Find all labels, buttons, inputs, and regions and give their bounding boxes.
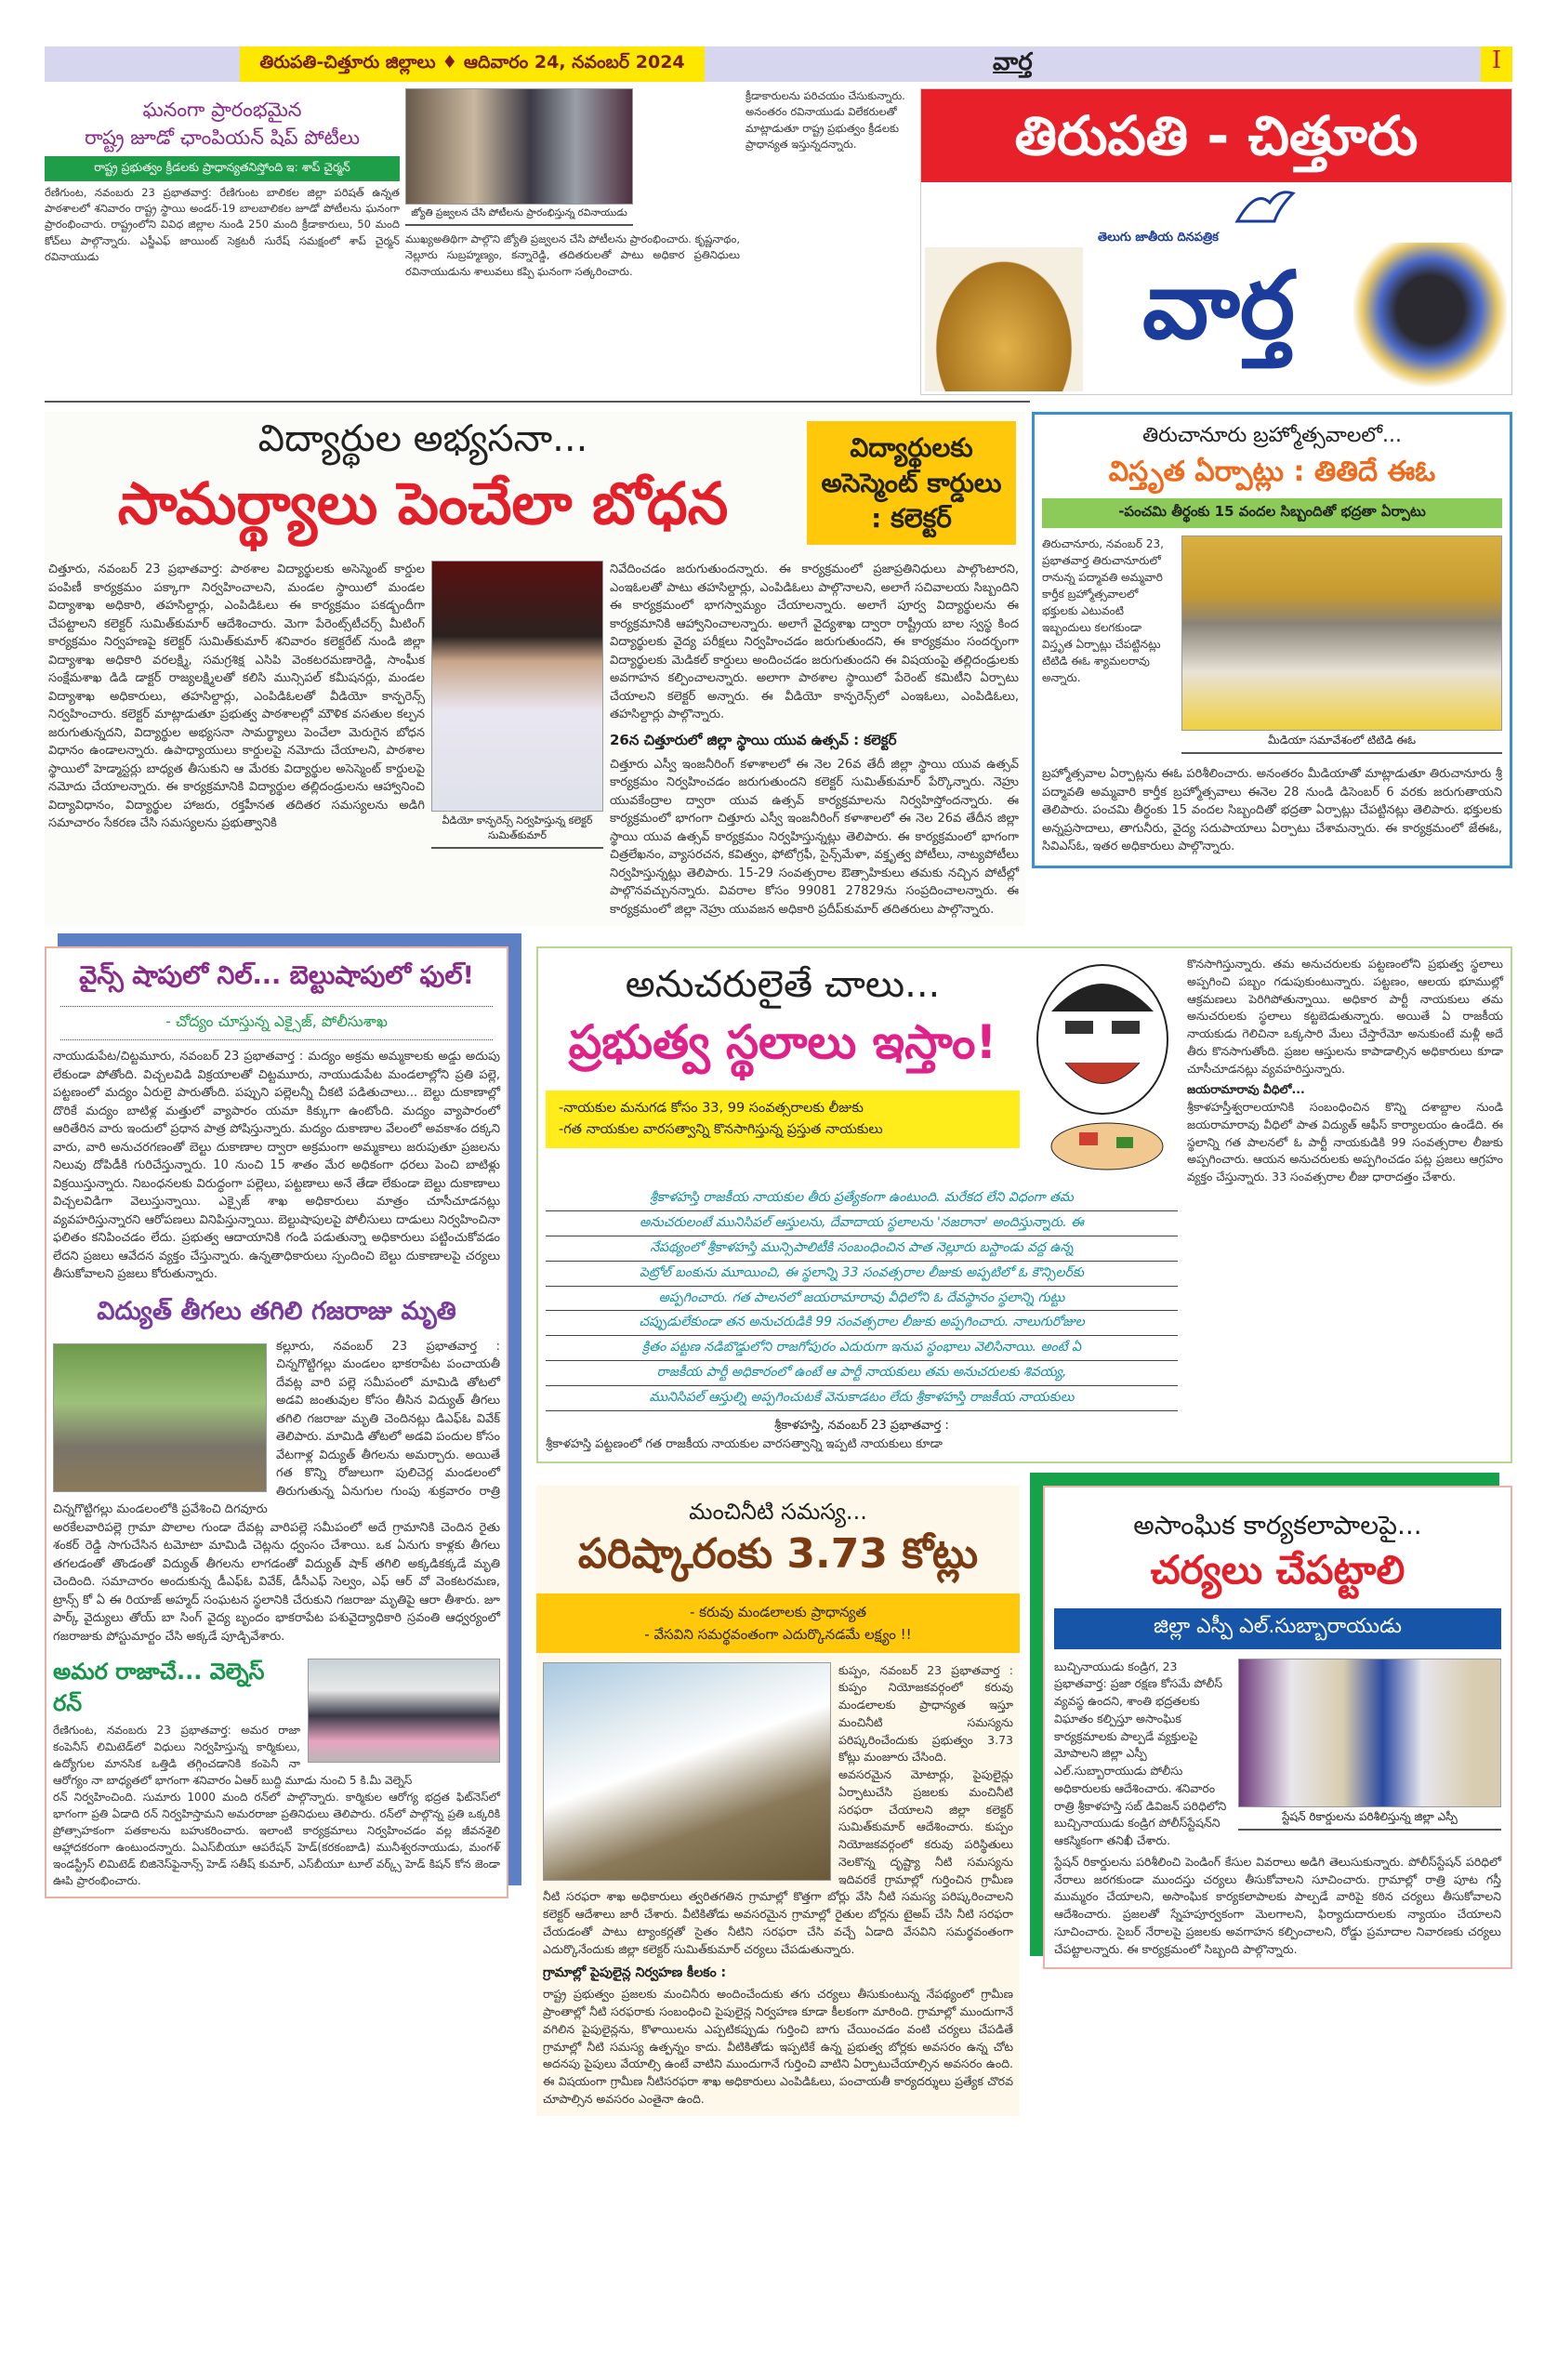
ttd-kicker: తిరుచానూరు బ్రహ్మోత్సవాలలో... bbox=[1141, 424, 1403, 447]
page-header-bar bbox=[45, 46, 1512, 82]
land-body-right-2: శ్రీకాళహస్తీశ్వరాలయానికి సంబంధించిన కొన్ని దశాబ్దాల నుండి జయరామారావు వీధిలో పాత విద్యుత్ ఆఫీస్ కార్యాలయం ఉండేది. ఈ స్థలాన్ని గత పాలనలో ఓ పార్టీ నాయకుడికి 99 సంవత్సరాల లీజుకు అప్పగించారు. ఆయన అనుచరులకు అప్పగించడం పట్ల ప్రజలు ఆగ్రహం వ్యక్తం చేస్తున్నారు. 33 సంవత్సరాల లీజు ధారాదత్తం చేశారు. bbox=[1187, 1100, 1503, 1183]
judo-left-column bbox=[45, 88, 400, 265]
collector-story bbox=[45, 412, 1025, 926]
collector-subsection-body: చిత్తూరు ఎస్వీ ఇంజనీరింగ్ కళాశాలలో ఈ నెల 26వ తేదీ జిల్లా స్థాయి యువ ఉత్సవ్ కార్యక్రమం నిర్వహించడం జరుగుతుందని కలెక్టర్ సుమిత్‌కుమార్ పేర్కొన్నారు. నెహ్రు యువకేంద్రాల ద్వారా యువ ఉత్సవ్ కార్యక్రమాలను నిర్వహిస్తోందన్నారు. ఈ కార్యక్రమంలో భాగంగా చిత్తూరు ఎస్వీ ఇంజనీరింగ్ కళాశాలలో ఈ నెల 26వ తేదీన జిల్లా స్థాయి యువ ఉత్సవ్ కార్యక్రమం నిర్వహిస్తున్నట్లు తెలిపారు. ఈ కార్యక్రమంలో భాగంగా చిత్రలేఖనం, వ్యాసరచన, కవిత్వం, ఫోటోగ్రఫీ, సైన్స్‌మేళా, వక్తృత్వ పోటీలు, నాట్యపోటీలు నిర్వహిస్తున్నట్లు తెలిపారు. 15-29 సంవత్సరాల ఔత్సాహికులు తమకు నచ్చిన పోటీల్లో పాల్గొనవచ్చునన్నారు. వివరాల కోసం 99081 27829ను సంప్రదించాలన్నారు. ఈ కార్యక్రమంలో జిల్లా నెహ్రు యువజన అధికారి ప్రదీప్‌కుమార్ తదితరులు పాల్గొన్నారు. bbox=[610, 757, 1019, 917]
wine-subhead: - చోద్యం చూస్తున్న ఎక్సైజ్, పోలీసుశాఖ bbox=[60, 1006, 493, 1040]
highlight-line: శ్రీకాళహస్తి రాజకీయ నాయకుల తీరు ప్రత్యేకంగా ఉంటుంది. మరేకద లేని విధంగా తమ bbox=[546, 1186, 1178, 1211]
sp-subhead: జిల్లా ఎస్పీ ఎల్.సుబ్బారాయుడు bbox=[1054, 1608, 1501, 1649]
highlight-line: అప్పగించారు. గత పాలనలో జయరామారావు వీధిలోని ఓ దేవస్థానం స్థలాన్ని గుట్టు bbox=[546, 1287, 1178, 1312]
elephant-story bbox=[53, 1297, 500, 1646]
water-photo bbox=[543, 1662, 831, 1881]
collector-photo-caption: వీడియో కాన్ఫరెన్స్ నిర్వహిస్తున్న కలెక్టర్ సుమిత్‌కుమార్ bbox=[431, 812, 603, 849]
land-body-right-text: కొనసాగిస్తున్నారు. తమ అనుచరులకు పట్టణంలోని ప్రభుత్వ స్థలాలు అప్పగించి పబ్బం గడుపుకుంటున్నారు. పట్టణం, ఆలయ భూముల్లో ఆక్రమణలు పెరిగిపోతున్నాయి. అధికార పార్టీ నాయకులు తమ అనుచరులకు స్థలాలు కట్టబెడుతున్నారు. అయితే ఏ రాజకీయ నాయకుడు గెలిచినా ఒక్కసారి మేలు చేస్తారేమో అనుకుంటే మళ్లీ అదే తీరు కొనసాగుతోంది. ప్రజల ఆస్తులను కాపాడాల్సిన అధికారులు కూడా చూసీచూడనట్లు వ్యవహరిస్తున్నారు. bbox=[1187, 957, 1503, 1076]
highlight-line: చప్పుడులేకుండా తన అనుచరుడికి 99 సంవత్సరాల లీజుకు అప్పగించారు. నాలుగురోజుల bbox=[546, 1311, 1178, 1336]
header-logo: వార్త bbox=[993, 48, 1033, 76]
ttd-subhead: -పంచమి తీర్థంకు 15 వందల సిబ్బందితో భద్రతా ఏర్పాటు bbox=[1042, 498, 1502, 528]
water-bullets bbox=[536, 1593, 1020, 1653]
left-column-frame bbox=[45, 946, 508, 1898]
water-story bbox=[536, 1486, 1020, 2116]
water-kicker: మంచినీటి సమస్య... bbox=[689, 1498, 867, 1525]
masthead-tagline: తెలుగు జాతీయ దినపత్రిక bbox=[1098, 231, 1219, 245]
elephant-headline: విద్యుత్ తీగలు తగిలి గజరాజు మృతి bbox=[97, 1296, 456, 1326]
highlight-line: క్రితం పట్టణ నడిబొడ్డులోని రాజగోపురం ఎదురుగా ఇనుప స్థంభాలు వెలిసినాయి. అంటే ఏ bbox=[546, 1336, 1178, 1361]
sp-kicker: అసాంఘిక కార్యకలాపాలపై... bbox=[1133, 1509, 1422, 1540]
highlight-line: నేపథ్యంలో శ్రీకాళహస్తి మున్సిపాలిటీకి సంబంధించిన పాత నెల్లూరు బస్టాండు వద్ద ఉన్న bbox=[546, 1236, 1178, 1262]
judo-photo bbox=[405, 88, 633, 205]
wine-story bbox=[53, 956, 500, 1284]
deity-image bbox=[1353, 243, 1507, 391]
ttd-headline: విస్తృత ఏర్పాట్లు : తితిదే ఈఓ bbox=[1108, 456, 1436, 488]
highlight-line: పెట్రోల్ బంకును మూయించి, ఈ స్థలాన్ని 33 సంవత్సరాల లీజుకు అప్పటిలో ఓ కౌన్సిలర్‌కు bbox=[546, 1262, 1178, 1287]
land-dateline: శ్రీకాళహస్తి, నవంబర్ 23 ప్రభాతవార్త : bbox=[774, 1419, 949, 1434]
judo-side-column: క్రీడాకారులను పరిచయం చేసుకున్నారు. అనంతరం రవినాయుడు విలేకరులతో మాట్లాడుతూ రాష్ట్ర ప్రభుత్వం క్రీడలకు ప్రాధాన్యత ఇస్తున్నదన్నారు. bbox=[746, 89, 905, 151]
highlight-line: అనుచరులంటే మునిసిపల్ ఆస్తులను, దేవాదాయ స్థలాలను 'నజరానా' అందిస్తున్నారు. ఈ bbox=[546, 1211, 1178, 1236]
sp-headline: చర్యలు చేపట్టాలి bbox=[1150, 1546, 1405, 1593]
land-body-right bbox=[1187, 956, 1503, 1186]
ttd-photo bbox=[1181, 536, 1502, 731]
wellness-story bbox=[53, 1659, 500, 1889]
sp-story bbox=[1043, 1486, 1512, 1970]
judo-headline-1: ఘనంగా ప్రారంభమైన bbox=[142, 99, 302, 121]
judo-body-2: ముఖ్యఅతిథిగా పాల్గొని జ్యోతి ప్రజ్వలన చేసి పోటీలను ప్రారంభించారు. కృష్ణనాథం, నెల్లూరు సుబ్రహ్మణ్యం, కన్నారెడ్డి, తదితరులతో పాటు అధికార ప్రతినిధులు రవినాయుడును శాలువలు కప్పి ఘనంగా సత్కరించారు. bbox=[405, 232, 740, 278]
collector-photo bbox=[431, 561, 603, 812]
water-body-side: కుప్పం, నవంబర్ 23 ప్రభాతవార్త : కుప్పం నియోజకవర్గంలో కరువు మండలాలకు ప్రాధాన్యత ఇస్తూ మంచినీటి సమస్యను పరిష్కరించేందుకు ప్రభుత్వం 3.73 కోట్లు మంజూరు చేసింది. bbox=[838, 1662, 1013, 1765]
judo-body: రేణిగుంట, నవంబరు 23 ప్రభాతవార్త: రేణిగుంట బాలికల జిల్లా పరిషత్ ఉన్నత పాఠశాలలో శనివారం రాష్ట్ర స్థాయి అండర్-19 బాలబాలికల జూడో పోటీలను ఘనంగా ప్రారంభించారు. రాష్ట్రంలోని వివిధ జిల్లాల నుండి 250 మంది క్రీడాకారులు, 50 మంది కోచ్‌లు పాల్గొన్నారు. ఎస్జీఎఫ్ జాయింట్ సెక్రటరీ సురేష్ సమక్షంలో శాప్ చైర్మన్ రవినాయుడు bbox=[45, 185, 400, 263]
collector-kicker: విద్యార్థుల అభ్యసనా... bbox=[257, 417, 588, 460]
collector-side-box: విద్యార్థులకు అసెస్మెంట్ కార్డులు : కలెక్టర్ bbox=[807, 421, 1016, 545]
water-body: అవసరమైన మోటార్లు, పైపులైన్లు ఏర్పాటుచేసి ప్రజలకు మంచినీటి సరఫరా చేయాలని జిల్లా కలెక్టర్ సుమిత్‌కుమార్ ఆదేశించారు. కుప్పం నియోజకవర్గంలో కరువు పరిస్థితులు నెలకొన్న దృష్ట్యా నీటి సమస్యను ఇదివరకే గ్రామాల్లో గుర్తించిన గ్రామీణ నీటి సరఫరా శాఖ అధికారులు త్వరితగతిన గ్రామాల్లో కొత్తగా బోర్లు వేసి నీటి సమస్య పరిష్కరించాలని కలెక్టర్ ఆదేశాలు జారీ చేశారు. వీటికితోడు అవసరమైన గ్రామాల్లో రైతుల బోర్లను టైఅప్ చేసి నీటి సరఫరా చేయడంతో పాటు ట్యాంకర్లతో సైతం నీటిని సరఫరా చేసి వచ్చే ఏడాది వేసవిని సమర్థవంతంగా ఎదుర్కొనేందుకు జిల్లా కలెక్టర్ సుమిత్‌కుమార్ చర్యలు చేపడుతున్నారు. bbox=[543, 1767, 1013, 1956]
sp-body-side: బుచ్చినాయుడు కండ్రిగ, 23 ప్రభాతవార్త: ప్రజా రక్షణ కోసమే పోలీస్ వ్యవస్థ ఉందని, శాంతి భద్రతలకు విఘాతం కల్పిస్తూ అసాంఘిక కార్యక్రమాలకు పాల్పడే వ్యక్తులపై మోపాలని జిల్లా ఎస్పీ ఎల్.సుబ్బారాయుడు పోలీసు అధికారులకు ఆదేశించారు. శనివారం రాత్రి శ్రీకాళహస్తి సబ్ డివిజన్ పరిధిలోని బుచ్చినాయుడు కండ్రిగ పోలీస్‌స్టేషన్‌ని ఆకస్మికంగా తనిఖీ చేశారు. bbox=[1054, 1659, 1227, 1848]
elephant-body-top: కల్లూరు, నవంబర్ 23 ప్రభాతవార్త : చిన్నగొట్టిగల్లు మండలం భాకరాపేట పంచాయతీ దేవట్ల వారి పల్లె సమీపంలో మామిడి తోటలో అడవి జంతువుల కోసం తీసిన విద్యుత్ తీగలు తగిలి గజరాజు మృతి చెందినట్లు డిఎఫ్ఓ వివేక్ తెలిపారు. మామిడి తోటలో అడవి పందుల కోసం వేటగాళ్ల విద్యుత్ తీగలను అమర్చారు. అయితే గత కొన్ని రోజులుగా పులిచెర్ల మండలంలో తిరుగుతున్న ఏనుగుల గుంపు శుక్రవారం రాత్రి చిన్నగొట్టిగల్లు మండలంలోకి ప్రవేశించి దిగవూరు bbox=[53, 1339, 500, 1516]
judo-headline-2: రాష్ట్ర జూడో ఛాంపియన్ షిప్ పోటీలు bbox=[85, 126, 360, 150]
water-bullet: - వేసవిని సమర్థవంతంగా ఎదుర్కొనడమే లక్ష్యం !! bbox=[644, 1625, 912, 1643]
temple-image bbox=[925, 247, 1083, 391]
middle-row bbox=[45, 412, 1512, 926]
water-sub-body: రాష్ట్ర ప్రభుత్వం ప్రజలకు మంచినీరు అందించేందుకు తగు చర్యలు తీసుకుంటున్న నేపథ్యంలో గ్రామీణ ప్రాంతాల్లో నీటి సరఫరాకు సంబంధించి పైపులైన్ల నిర్వహణ కూడా కీలకంగా మారింది. గ్రామాల్లో ముందుగానే వగిలిన పైపులైన్లను, కొళాయిలను ఎప్పటికప్పుడు గుర్తించి బాగు చేయించడం వంటి చర్యలు చేపడితే గ్రామాల్లో నీటి సమస్య ఉత్పన్నం కాదు. వీటికితోడు ఇప్పటికే ఉన్న ప్రభుత్వ బోర్లకు అవసరం ఉన్న చోట అదనపు పైపులు వేయాల్సి ఉంటే వాటిని ముందుగానే గుర్తించి వాటిని ఏర్పాటుచేయాల్సిన అవసరం ఉంది. ఈ విషయంగా గ్రామీణ నీటిసరఫరా శాఖ అధికారులు ఎంపిడిఓలు, పంచాయతీ కార్యదర్శులు ప్రత్యేక చొరవ చూపాల్సిన అవసరం ఎంతైనా ఉంది. bbox=[543, 1987, 1013, 2106]
judo-photo-caption: జ్యోతి ప్రజ్వలన చేసి పోటీలను ప్రారంభిస్తున్న రవినాయుడు bbox=[405, 205, 633, 226]
dove-icon bbox=[1228, 184, 1302, 227]
water-sub-title: గ్రామాల్లో పైపులైన్ల నిర్వహణ కీలకం : bbox=[543, 1965, 727, 1981]
cartoon-image bbox=[1027, 956, 1178, 1179]
sp-photo bbox=[1238, 1659, 1501, 1807]
ttd-story bbox=[1032, 412, 1512, 868]
bottom-row bbox=[45, 946, 1512, 2116]
collector-body-left: చిత్తూరు, నవంబర్ 23 ప్రభాతవార్త: పాఠశాల విద్యార్థులకు అసెస్మెంట్ కార్డుల పంపిణీ కార్యక్రమం పక్కాగా నిర్వహించాలని, మండల స్థాయిలో మండల విద్యాశాఖ అధికారి, తహసిల్దార్లు, ఎంపిడిఓలు ఈ కార్యక్రమం పకడ్బందీగా చేపట్టాలని కలెక్టర్ సుమిత్‌కుమార్ ఆదేశించారు. మెగా పేరెంట్స్‌టీచర్స్ మీటింగ్ కార్యక్రమం నిర్వహణపై కలెక్టర్ సుమిత్‌కుమార్ శనివారం కలెక్టరేట్ నుండి జిల్లా విద్యాశాఖ అధికారి వరలక్ష్మి, సమగ్రశిక్ష ఎసిపి వెంకటరమణారెడ్డి, సాంఘీక సంక్షేమశాఖ డిడి డాక్టర్ రాజ్యలక్ష్మిలతో కలిసి మున్సిపల్ కమీషనర్లు, మండల విద్యాశాఖ అధికారులు, తహసిల్దార్లు, ఎంపిడిఓలతో వీడియో కాన్ఫరెన్స్ నిర్వహించారు. కలెక్టర్ మాట్లాడుతూ ప్రభుత్వ పాఠశాలల్లో మౌళిక వసతుల కల్పన జరుగుతున్నదని, విద్యార్థుల అభ్యసనా సామర్థ్యాలు పెంచేలా మెరుగైన బోధన విధానం ఉండాలన్నారు. ఉపాధ్యాయులు కార్డులపై నమోదు చేయాలని, పాఠశాల స్థాయిలో హెడ్మాస్టర్లు బాధ్యత తీసుకుని ఆ మేరకు విద్యార్థుల అసెస్మెంట్ కార్డులపై నమోదు చేయాలన్నారు. ఈ కార్యక్రమానికి విద్యార్థుల తల్లిదండ్రులను ఆహ్వానించి విద్యావిధానం, విద్యార్థుల హాజరు, రక్తహీనత తదితర సమస్యలను అడిగి సమాచారం సేకరణ చేసి సమస్యలను ప్రభుత్వానికి bbox=[48, 562, 425, 830]
land-bullet: -గత నాయకుల వారసత్వాన్ని కొనసాగిస్తున్న ప్రస్తుత నాయకులు bbox=[559, 1122, 883, 1138]
highlight-line: రాజకీయ పార్టీ అధికారంలో ఉంటే ఆ పార్టీ నాయకులు తమ అనుచరులకు శివయ్య, bbox=[546, 1361, 1178, 1386]
ttd-body: బ్రహ్మోత్సవాల ఏర్పాట్లను ఈఓ పరిశీలించారు. అనంతరం మీడియాతో మాట్లాడుతూ తిరుచానూరు శ్రీ పద్మావతి అమ్మవారి కార్తీక బ్రహ్మోత్సవాలు ఈనెల 28 నుండి డిసెంబర్ 6 వరకు జరుగుతాయని తెలిపారు. పంచమి తీర్థంకు 15 వందల సిబ్బందితో భద్రతా ఏర్పాట్లు చేపట్టినట్లు తెలిపారు. భక్తులకు అన్నప్రసాదాలు, తాగునీరు, వైద్య సదుపాయాలు ఏర్పాటు చేశామన్నారు. ఈ కార్యక్రమంలో జేఈఓ, సివిఎస్ఓ, ఇతర అధికారులు పాల్గొన్నారు. bbox=[1042, 767, 1502, 853]
masthead-title: తిరుపతి - చిత్తూరు bbox=[921, 89, 1511, 182]
wellness-body-bottom: రన్ నిర్వహించింది. సుమారు 1000 మంది రన్‌లో పాల్గొన్నారు. కార్మికుల ఆరోగ్య భద్రత ఫిట్‌నెస్‌లో భాగంగా ప్రతి ఏడాది రన్ నిర్వహిస్తామని అమరరాజా ప్రతినిధులు తెలిపారు. రన్‌లో పాల్గొన్న ప్రతి ఒక్కరికి ప్రోత్సాహకంగా పతకాలను బహుకరించారు. ఇలాంటి కార్యక్రమాలు నిర్వహించడం వల్ల జీవనశైలి ఆహ్లాదకరంగా ఉంటుందన్నారు. ఏఎస్‌బీయూ ఆపరేషన్ హెడ్(కరకంబాడి) మునీశ్వరనాయుడు, మంగళ్ ఇండస్ట్రీస్ లిమిటెడ్ బిజినెస్‌ఫైనాన్స్ హెడ్ సతీష్ కుమార్, ఎస్‌బీయూ టూల్ వర్క్స్ హెడ్ కిషన్ కోన జెండా ఊపి ప్రారంభించారు. bbox=[53, 1791, 500, 1887]
collector-subsection-title: 26న చిత్తూరులో జిల్లా స్థాయి యువ ఉత్సవ్ : కలెక్టర్ bbox=[610, 731, 897, 748]
top-row bbox=[45, 88, 1512, 395]
highlight-line: మునిసిపల్ ఆస్తుల్ని అప్పగించుటకే వెనుకాడటం లేదు శ్రీకాళహస్తి రాజకీయ నాయకులు bbox=[546, 1386, 1178, 1411]
masthead bbox=[920, 88, 1512, 395]
judo-story bbox=[45, 88, 914, 280]
page-number: I bbox=[1481, 46, 1512, 82]
land-bullets bbox=[546, 1091, 1020, 1148]
land-body-bottom: శ్రీకాళహస్తి పట్టణంలో గత రాజకీయ నాయకుల వారసత్వాన్ని ఇప్పటి నాయకులు కూడా bbox=[546, 1437, 943, 1452]
land-headline: ప్రభుత్వ స్థలాలు ఇస్తాం! bbox=[568, 1015, 997, 1069]
ttd-body-side: తిరుచానూరు, నవంబర్ 23, ప్రభాతవార్త తిరుచానూరులో రానున్న పద్మావతి అమ్మవారి కార్తీక బ్రహ్మోత్సవాలలో భక్తులకు ఎటువంటి ఇబ్బందులు కలగకుండా విస్తృత ఏర్పాట్లు చేపట్టినట్లు టిటిడి ఈఓ శ్యామలరావు అన్నారు. bbox=[1042, 537, 1164, 684]
elephant-body-bottom: అరకేలవారిపల్లె గ్రామా పొలాల గుండా దేవట్ల వారిపల్లె సమీపంలో అదే గ్రామానికి చెందిన రైతు శంకర్ రెడ్డి సాగుచేసిన టమోటా మామిడి చెట్లను ధ్వంసం చేశాయి. ఒక ఏనుగు కాళ్లకు తీగలు తగలడంతో తొండంతో విద్యుత్ తీగలను లాగడంతో విద్యుత్ షాక్ తగిలి అక్కడికక్కడే మృతి చెందింది. సమాచారం అందుకున్న డీఎఫ్ఓ వివేక్, డీసీఎఫ్ సెల్వం, ఎఫ్ ఆర్ వో వెంకటరమణ, ట్రాన్స్ కో ఏ ఈ రియాజ్ అహ్మద్ సంఘటన స్థలానికి చేరుకుని గజరాజు మృతిపై ఆరా తీశారు. జూ పార్క్ వైద్యులు తోయ్ బా సింగ్ వైద్య బృందం భాకరాపేట పశువైద్యాధికారి స్రవంతి ఆధ్వర్యంలో గజరాజుకు పోస్టుమార్టం చేసి అక్కడే పూడ్చివేశారు. bbox=[53, 1520, 500, 1644]
sp-photo-caption: స్టేషన్ రికార్డులను పరిశీలిస్తున్న జిల్లా ఎస్పీ bbox=[1238, 1807, 1501, 1831]
land-sub-title: జయరామారావు వీధిలో... bbox=[1187, 1082, 1305, 1097]
sp-body: స్టేషన్ రికార్డులను పరిశీలించి పెండింగ్ కేసుల వివరాలు అడిగి తెలుసుకున్నారు. పోలీస్‌స్టేషన్ పరిధిలో నేరాలు జరగకుండా ముందస్తు చర్యలు తీసుకోవాలని సూచించారు. గ్రామాల్లో రాత్రి పూట గస్తీ ముమ్మరం చేయాలని, అసాంఘిక కార్యకలాపాలకు పాల్పడే వారిపై కఠిన చర్యలు తీసుకోవాలని ఆదేశించారు. ప్రజలతో స్నేహపూర్వకంగా మెలగాలని, ఫిర్యాదుదారులకు న్యాయం చేయాలని సూచించారు. సైబర్ నేరాలపై ప్రజలకు అవగాహన కల్పించాలని, రోడ్డు ప్రమాదాల నివారణకు చర్యలు చేపట్టాలన్నారు. ఈ కార్యక్రమంలో సిబ్బంది పాల్గొన్నారు. bbox=[1054, 1854, 1501, 1956]
water-headline: పరిష్కారంకు 3.73 కోట్లు bbox=[577, 1529, 979, 1578]
collector-headline: సామర్థ్యాలు పెంచేలా బోధన bbox=[117, 469, 729, 537]
collector-body-right: నివేదించడం జరుగుతుందన్నారు. ఈ కార్యక్రమంలో ప్రజాప్రతినిధులు పాల్గొంటారని, ఎంఇఓలతో పాటు తహసిల్దార్లు, ఎంపిడిఓలు పాల్గొనాలని, అలాగే సచివాలయ సిబ్బందిని ఈ కార్యక్రమంలో భాగస్వామ్యం చేయాలన్నారు. అలాగే పూర్వ విద్యార్థులను ఈ కార్యక్రమానికి ఆహ్వానించాలన్నారు. అలాగే వైద్యశాఖ ద్వారా రాష్ట్రీయ బాల స్వస్థ కింద విద్యార్థులకు వైద్య పరీక్షలు నిర్వహించడం జరుగుతుందని, ఈ కార్యక్రమం సందర్భంగా విద్యార్థులకు మెడికల్ కార్డులు అందించడం జరుగుతుందని ఈ విషయంపై తల్లిదండ్రులకు అవగాహన కల్పించాలన్నారు. అలాగా పాఠశాల స్థాయిలో పేరెంట్ కమిటీని ఏర్పాటు చేయాలని కలెక్టర్ అన్నారు. ఈ వీడియో కాన్ఫరెన్స్‌లో ఎంఇఓలు, ఎంపిడిఓలు, తహసిల్దార్లు పాల్గొన్నారు. bbox=[610, 562, 1019, 721]
wellness-body-top: రేణిగుంట, నవంబరు 23 ప్రభాతవార్త: అమర రాజా కంపెనీస్ లిమిటెడ్‌లో విధులు నిర్వహిస్తున్న కార్మికులు, ఉద్యోగుల మానసిక ఒత్తిడి తగ్గించడానికి కంపెనీ నా ఆరోగ్యం నా బాధ్యతలో భాగంగా శనివారం ఏఆర్ బుద్ది మూడు నుంచి 5 కి.మీ వెల్నెస్ bbox=[53, 1724, 413, 1787]
land-kicker: అనుచరులైతే చాలు... bbox=[625, 963, 941, 1006]
water-bullet: - కరువు మండలాలకు ప్రాధాన్యత bbox=[689, 1603, 867, 1620]
wellness-photo bbox=[308, 1659, 500, 1763]
masthead-logo: వార్త bbox=[1141, 251, 1296, 360]
judo-subhead: రాష్ట్ర ప్రభుత్వం క్రీడలకు ప్రాధాన్యతనిస్తోంది ఇ: శాప్ చైర్మన్ bbox=[45, 156, 400, 181]
elephant-photo bbox=[53, 1343, 267, 1492]
wellness-headline: అమర రాజాచే... వెల్నెస్ రన్ bbox=[53, 1659, 265, 1716]
edition-date: తిరుపతి-చిత్తూరు జిల్లాలు ♦ ఆదివారం 24, నవంబర్ 2024 bbox=[240, 46, 705, 82]
land-bullet: -నాయకుల మనుగడ కోసం 33, 99 సంవత్సరాలకు లీజుకు bbox=[559, 1101, 864, 1116]
land-story bbox=[536, 946, 1512, 1463]
section-divider bbox=[45, 401, 1030, 403]
wine-body: నాయుడుపేట/చిట్టమూరు, నవంబర్ 23 ప్రభాతవార్త : మద్యం అక్రమ అమ్మకాలకు అడ్డు అదుపు లేకుండా పోతోంది. విచ్చలవిడి విక్రయాలతో చిట్టమూరు, నాయుడుపేట మండలాల్లోని ప్రతి పల్లె, పట్టణంలో మద్యం ఏరులై పారుతోంది. పప్పుని పల్లెలన్నీ చీకటి పడితుచాలు... బెల్టు దుకాణాల్లో దొరికే మద్యం బాటిళ్ల మత్తులో వ్యాపారం యమా కిక్కుగా ఉంటోంది. మద్యం వ్యాపారంలో ఆరితేరిన వారు ఇందులో ప్రధాన పాత్ర పోషిస్తున్నారు. మద్యం దుకాణాల వేలంలో అవకాశం దక్కని వారు, వారి అనుచరగణంతో బెల్టు దుకాణాల ద్వారా అక్రమంగా అమ్మకాలు జరుపుతూ ప్రజలను నిలువు దోపిడీకి గురిచేస్తున్నారు. 10 నుంచి 15 శాతం మేర అధికంగా ధరలు పెంచి బాటిళ్లు విక్రయిస్తున్నారు. నిబంధనలకు విరుద్ధంగా పల్లెలు, పట్టణాలు అనే తేడా లేకుండా బెల్టు దుకాణాలు విచ్చలవిడిగా వెలుస్తున్నాయి. ఎక్సైజ్ శాఖ అధికారులు మాత్రం చూసీచూడనట్లు వ్యవహరిస్తున్నారని ఆరోపణలు వినిపిస్తున్నాయి. బెల్టుషాపులపై పోలీసులు దాడులు నిర్వహించినా ఫలితం కనిపించడం లేదు. ప్రభుత్వ ఆదాయానికి గండి పడుతున్నా అధికారులు పట్టించుకోవడం లేదని ప్రజలు ఆవేదన వ్యక్తం చేస్తున్నారు. ఉన్నతాధికారులు స్పందించి బెల్టు దుకాణాలపై చర్యలు తీసుకోవాలని ప్రజలు కోరుతున్నారు. bbox=[53, 1050, 500, 1281]
wine-headline: వైన్స్ షాపులో నిల్... బెల్టుషాపులో ఫుల్! bbox=[79, 961, 474, 990]
judo-middle-column bbox=[405, 88, 740, 280]
ttd-photo-caption: మీడియా సమావేశంలో టిటిడి ఈఓ bbox=[1181, 731, 1502, 754]
right-area bbox=[536, 946, 1512, 2116]
land-highlight bbox=[546, 1186, 1178, 1411]
